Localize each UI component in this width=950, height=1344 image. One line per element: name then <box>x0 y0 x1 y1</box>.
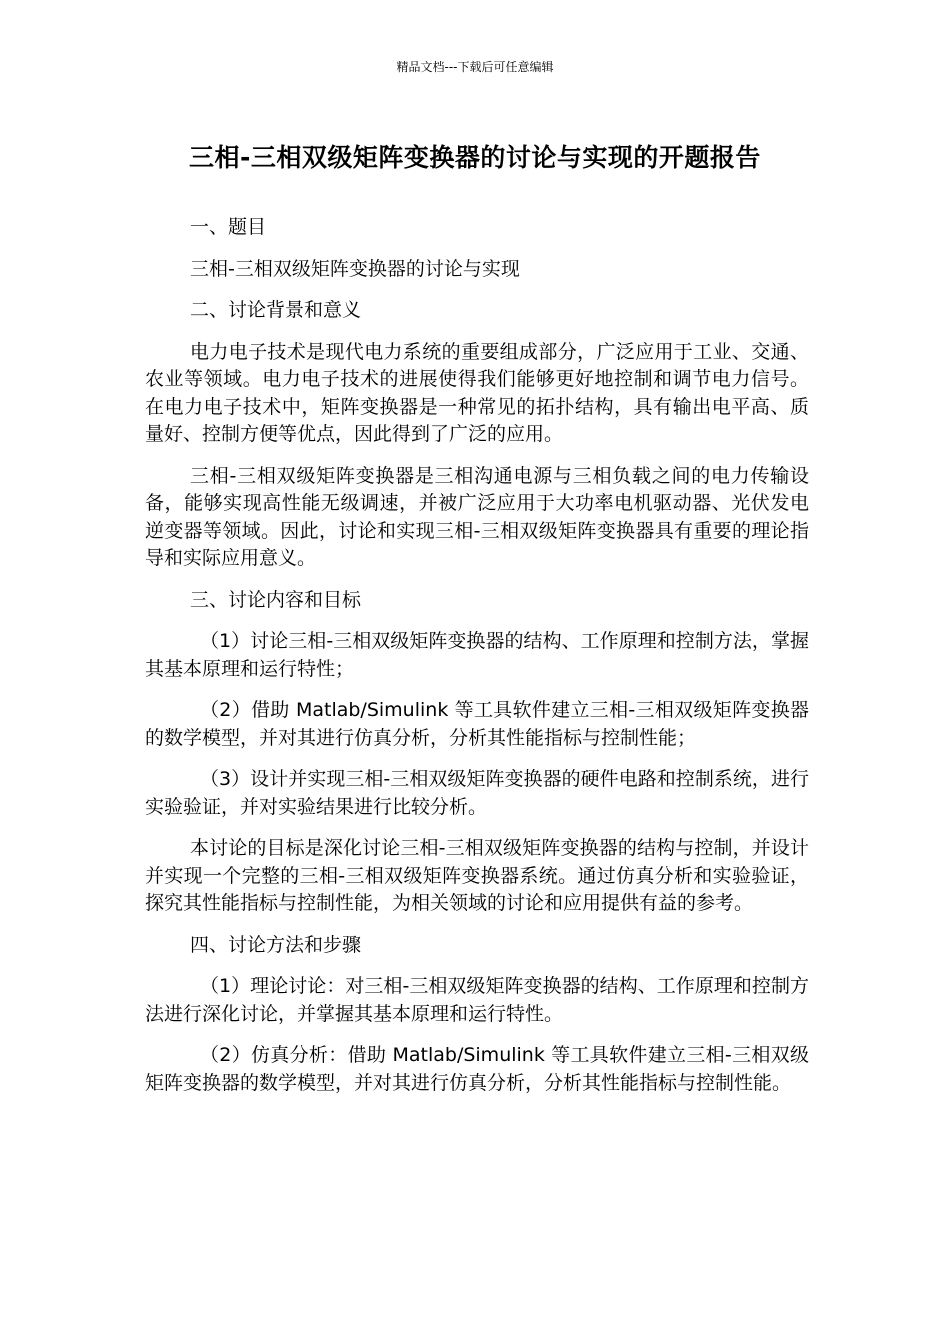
background-paragraph-2: 三相-三相双级矩阵变换器是三相沟通电源与三相负载之间的电力传输设备，能够实现高性能无级调速，并被广泛应用于大功率电机驱动器、光伏发电逆变器等领域。因此，讨论和实现三相-三相双级矩阵变换器具有重要的理论指导和实际应用意义。 <box>145 464 809 569</box>
header-note: 精品文档---下载后可任意编辑 <box>396 60 554 74</box>
topic-text: 三相-三相双级矩阵变换器的讨论与实现 <box>190 257 520 280</box>
background-paragraph-1: 电力电子技术是现代电力系统的重要组成部分，广泛应用于工业、交通、农业等领域。电力电子技术的进展使得我们能够更好地控制和调节电力信号。在电力电子技术中，矩阵变换器是一种常见的拓扑结构，具有输出电平高、质量好、控制方便等优点，因此得到了广泛的应用。 <box>145 340 809 445</box>
document-body <box>145 214 809 1111</box>
method-item-2: （2）仿真分析：借助 Matlab/Simulink 等工具软件建立三相-三相双级矩阵变换器的数学模型，并对其进行仿真分析，分析其性能指标与控制性能。 <box>145 1044 809 1094</box>
section-heading-method: 四、讨论方法和步骤 <box>190 933 362 956</box>
content-item-2: （2）借助 Matlab/Simulink 等工具软件建立三相-三相双级矩阵变换器的数学模型，并对其进行仿真分析，分析其性能指标与控制性能； <box>145 699 809 749</box>
method-item-1: （1）理论讨论：对三相-三相双级矩阵变换器的结构、工作原理和控制方法进行深化讨论，并掌握其基本原理和运行特性。 <box>145 975 809 1025</box>
goal-paragraph: 本讨论的目标是深化讨论三相-三相双级矩阵变换器的结构与控制，并设计并实现一个完整的三相-三相双级矩阵变换器系统。通过仿真分析和实验验证，探究其性能指标与控制性能，为相关领域的讨论和应用提供有益的参考。 <box>145 837 809 914</box>
content-item-1: （1）讨论三相-三相双级矩阵变换器的结构、工作原理和控制方法，掌握其基本原理和运行特性； <box>145 630 809 680</box>
section-heading-content: 三、讨论内容和目标 <box>190 588 362 611</box>
section-heading-topic: 一、题目 <box>190 216 267 238</box>
section-heading-background: 二、讨论背景和意义 <box>190 299 362 321</box>
content-item-3: （3）设计并实现三相-三相双级矩阵变换器的硬件电路和控制系统，进行实验验证，并对实验结果进行比较分析。 <box>145 768 809 818</box>
document-title: 三相-三相双级矩阵变换器的讨论与实现的开题报告 <box>189 143 761 172</box>
